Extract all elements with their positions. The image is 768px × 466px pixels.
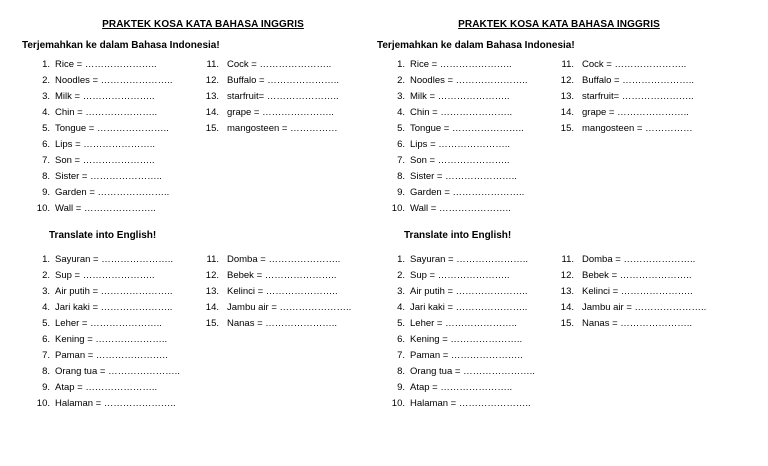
vocab-item <box>385 380 535 396</box>
vocab-item <box>30 284 180 300</box>
item-text: Leher = ………………….. <box>55 318 162 329</box>
item-text: Orang tua = ………………….. <box>55 366 180 377</box>
item-text: Paman = ………………….. <box>55 350 168 361</box>
vocab-item <box>30 89 172 105</box>
item-number: 7. <box>42 350 50 361</box>
item-text: Sup = ………………….. <box>410 270 510 281</box>
vocab-item <box>385 89 527 105</box>
item-number: 2. <box>42 75 50 86</box>
vocab-item <box>385 252 535 268</box>
item-number: 4. <box>42 302 50 313</box>
item-text: Domba = ………………….. <box>582 254 696 265</box>
item-number: 13. <box>560 91 574 102</box>
item-number: 1. <box>397 59 405 70</box>
item-text: Kening = ………………….. <box>410 334 523 345</box>
item-number: 9. <box>42 187 50 198</box>
item-number: 8. <box>397 171 405 182</box>
item-number: 13. <box>560 286 574 297</box>
item-number: 5. <box>42 123 50 134</box>
item-number: 11. <box>206 254 219 265</box>
item-number: 13. <box>205 286 219 297</box>
vocab-item <box>556 57 694 73</box>
vocab-item <box>385 284 535 300</box>
item-text: Jari kaki = ………………….. <box>410 302 528 313</box>
vocab-item <box>30 105 172 121</box>
item-number: 5. <box>397 318 405 329</box>
item-number: 8. <box>397 366 405 377</box>
item-text: Buffalo = ………………….. <box>582 75 695 86</box>
item-number: 11. <box>561 59 574 70</box>
item-number: 15. <box>560 318 574 329</box>
item-text: grape = ………………….. <box>582 107 689 118</box>
section2-heading: Translate into English! <box>404 230 512 241</box>
item-number: 3. <box>397 91 405 102</box>
vocab-item <box>385 316 535 332</box>
vocab-item <box>30 348 180 364</box>
item-text: Bebek = ………………….. <box>227 270 337 281</box>
item-number: 2. <box>397 75 405 86</box>
item-number: 8. <box>42 366 50 377</box>
item-text: Sister = ………………….. <box>55 171 162 182</box>
item-number: 4. <box>397 107 405 118</box>
item-number: 10. <box>391 398 405 409</box>
vocab-item <box>385 73 527 89</box>
item-text: Tongue = ………………….. <box>55 123 169 134</box>
item-text: Leher = ………………….. <box>410 318 517 329</box>
vocab-item <box>385 169 527 185</box>
vocab-item <box>30 137 172 153</box>
item-number: 6. <box>397 334 405 345</box>
item-text: Sup = ………………….. <box>55 270 155 281</box>
item-text: Air putih = ………………….. <box>55 286 173 297</box>
vocab-item <box>556 121 694 137</box>
vocab-item <box>30 380 180 396</box>
vocab-item <box>201 316 351 332</box>
item-number: 5. <box>42 318 50 329</box>
item-text: Halaman = ………………….. <box>410 398 531 409</box>
item-text: Milk = ………………….. <box>410 91 510 102</box>
item-number: 10. <box>391 203 405 214</box>
item-number: 2. <box>42 270 50 281</box>
vocab-item <box>385 185 527 201</box>
item-text: Buffalo = ………………….. <box>227 75 340 86</box>
item-number: 6. <box>397 139 405 150</box>
item-text: Atap = ………………….. <box>55 382 158 393</box>
item-number: 14. <box>205 107 219 118</box>
item-text: Son = ………………….. <box>55 155 155 166</box>
worksheet-title: PRAKTEK KOSA KATA BAHASA INGGRIS <box>102 19 304 30</box>
item-text: Kening = ………………….. <box>55 334 168 345</box>
vocab-item <box>385 57 527 73</box>
item-number: 9. <box>397 382 405 393</box>
item-number: 3. <box>42 286 50 297</box>
vocab-item <box>556 268 706 284</box>
vocab-item <box>556 252 706 268</box>
item-number: 7. <box>397 350 405 361</box>
item-number: 15. <box>205 123 219 134</box>
item-text: starfruit= ………………….. <box>582 91 694 102</box>
item-number: 11. <box>206 59 219 70</box>
item-number: 8. <box>42 171 50 182</box>
item-text: Orang tua = ………………….. <box>410 366 535 377</box>
item-number: 10. <box>36 398 50 409</box>
vocab-item <box>385 396 535 412</box>
item-text: Wall = ………………….. <box>410 203 511 214</box>
item-text: Sayuran = ………………….. <box>410 254 528 265</box>
item-text: Tongue = ………………….. <box>410 123 524 134</box>
item-text: Chin = ………………….. <box>410 107 513 118</box>
vocab-item <box>556 284 706 300</box>
section2-heading: Translate into English! <box>49 230 157 241</box>
vocab-item <box>556 73 694 89</box>
item-text: Noodles = ………………….. <box>410 75 528 86</box>
vocab-item <box>30 57 172 73</box>
item-text: Garden = ………………….. <box>55 187 170 198</box>
section1-heading: Terjemahkan ke dalam Bahasa Indonesia! <box>377 40 575 51</box>
vocab-item <box>201 73 339 89</box>
item-text: mangosteen = …………… <box>582 123 693 134</box>
vocab-item <box>30 316 180 332</box>
section2-list-col2 <box>556 252 706 332</box>
section1-heading: Terjemahkan ke dalam Bahasa Indonesia! <box>22 40 220 51</box>
item-number: 7. <box>397 155 405 166</box>
item-text: Garden = ………………….. <box>410 187 525 198</box>
vocab-item <box>201 268 351 284</box>
item-text: Nanas = ………………….. <box>582 318 693 329</box>
worksheet-title: PRAKTEK KOSA KATA BAHASA INGGRIS <box>458 19 660 30</box>
item-number: 7. <box>42 155 50 166</box>
item-text: Nanas = ………………….. <box>227 318 338 329</box>
section2-list-col1 <box>30 252 180 412</box>
item-number: 4. <box>397 302 405 313</box>
vocab-item <box>30 121 172 137</box>
item-number: 11. <box>561 254 574 265</box>
vocab-item <box>385 364 535 380</box>
item-number: 12. <box>205 75 219 86</box>
vocab-item <box>556 300 706 316</box>
item-number: 3. <box>397 286 405 297</box>
item-text: starfruit= ………………….. <box>227 91 339 102</box>
vocab-item <box>201 57 339 73</box>
vocab-item <box>385 137 527 153</box>
item-number: 14. <box>560 107 574 118</box>
item-text: Paman = ………………….. <box>410 350 523 361</box>
section2-list-col2 <box>201 252 351 332</box>
item-text: mangosteen = …………… <box>227 123 338 134</box>
item-number: 9. <box>42 382 50 393</box>
item-text: Sayuran = ………………….. <box>55 254 173 265</box>
vocab-item <box>30 364 180 380</box>
vocab-item <box>385 153 527 169</box>
vocab-item <box>201 300 351 316</box>
vocab-item <box>201 121 339 137</box>
item-text: Noodles = ………………….. <box>55 75 173 86</box>
item-text: Milk = ………………….. <box>55 91 155 102</box>
vocab-item <box>385 121 527 137</box>
item-number: 1. <box>397 254 405 265</box>
item-text: Wall = ………………….. <box>55 203 156 214</box>
section2-list-col1 <box>385 252 535 412</box>
vocab-item <box>385 105 527 121</box>
vocab-item <box>556 316 706 332</box>
item-text: Lips = ………………….. <box>410 139 511 150</box>
vocab-item <box>30 73 172 89</box>
item-number: 12. <box>560 270 574 281</box>
item-number: 3. <box>42 91 50 102</box>
item-number: 13. <box>205 91 219 102</box>
vocab-item <box>30 153 172 169</box>
vocab-item <box>385 332 535 348</box>
item-number: 6. <box>42 139 50 150</box>
item-number: 5. <box>397 123 405 134</box>
item-number: 10. <box>36 203 50 214</box>
item-text: Jambu air = ………………….. <box>227 302 352 313</box>
item-number: 15. <box>560 123 574 134</box>
item-text: Chin = ………………….. <box>55 107 158 118</box>
vocab-item <box>30 396 180 412</box>
item-text: Sister = ………………….. <box>410 171 517 182</box>
item-text: grape = ………………….. <box>227 107 334 118</box>
item-text: Cock = ………………….. <box>582 59 687 70</box>
item-number: 9. <box>397 187 405 198</box>
vocab-item <box>30 300 180 316</box>
worksheet-right <box>377 0 768 466</box>
item-text: Rice = ………………….. <box>410 59 512 70</box>
item-number: 4. <box>42 107 50 118</box>
vocab-item <box>30 169 172 185</box>
item-number: 12. <box>205 270 219 281</box>
item-text: Air putih = ………………….. <box>410 286 528 297</box>
section1-list-col2 <box>201 57 339 137</box>
item-number: 6. <box>42 334 50 345</box>
item-text: Kelinci = ………………….. <box>227 286 338 297</box>
vocab-item <box>201 252 351 268</box>
vocab-item <box>30 185 172 201</box>
item-number: 1. <box>42 254 50 265</box>
section1-list-col1 <box>385 57 527 217</box>
item-number: 15. <box>205 318 219 329</box>
vocab-item <box>385 201 527 217</box>
item-text: Jari kaki = ………………….. <box>55 302 173 313</box>
vocab-item <box>201 105 339 121</box>
vocab-item <box>385 268 535 284</box>
item-text: Domba = ………………….. <box>227 254 341 265</box>
item-text: Cock = ………………….. <box>227 59 332 70</box>
item-number: 2. <box>397 270 405 281</box>
vocab-item <box>201 284 351 300</box>
vocab-item <box>30 268 180 284</box>
item-text: Son = ………………….. <box>410 155 510 166</box>
vocab-item <box>385 300 535 316</box>
item-text: Halaman = ………………….. <box>55 398 176 409</box>
item-number: 1. <box>42 59 50 70</box>
vocab-item <box>201 89 339 105</box>
item-number: 12. <box>560 75 574 86</box>
item-text: Jambu air = ………………….. <box>582 302 707 313</box>
item-text: Bebek = ………………….. <box>582 270 692 281</box>
vocab-item <box>30 252 180 268</box>
vocab-item <box>30 332 180 348</box>
item-text: Lips = ………………….. <box>55 139 156 150</box>
item-text: Kelinci = ………………….. <box>582 286 693 297</box>
item-text: Atap = ………………….. <box>410 382 513 393</box>
vocab-item <box>385 348 535 364</box>
item-number: 14. <box>205 302 219 313</box>
section1-list-col1 <box>30 57 172 217</box>
section1-list-col2 <box>556 57 694 137</box>
item-text: Rice = ………………….. <box>55 59 157 70</box>
item-number: 14. <box>560 302 574 313</box>
vocab-item <box>556 105 694 121</box>
vocab-item <box>30 201 172 217</box>
vocab-item <box>556 89 694 105</box>
